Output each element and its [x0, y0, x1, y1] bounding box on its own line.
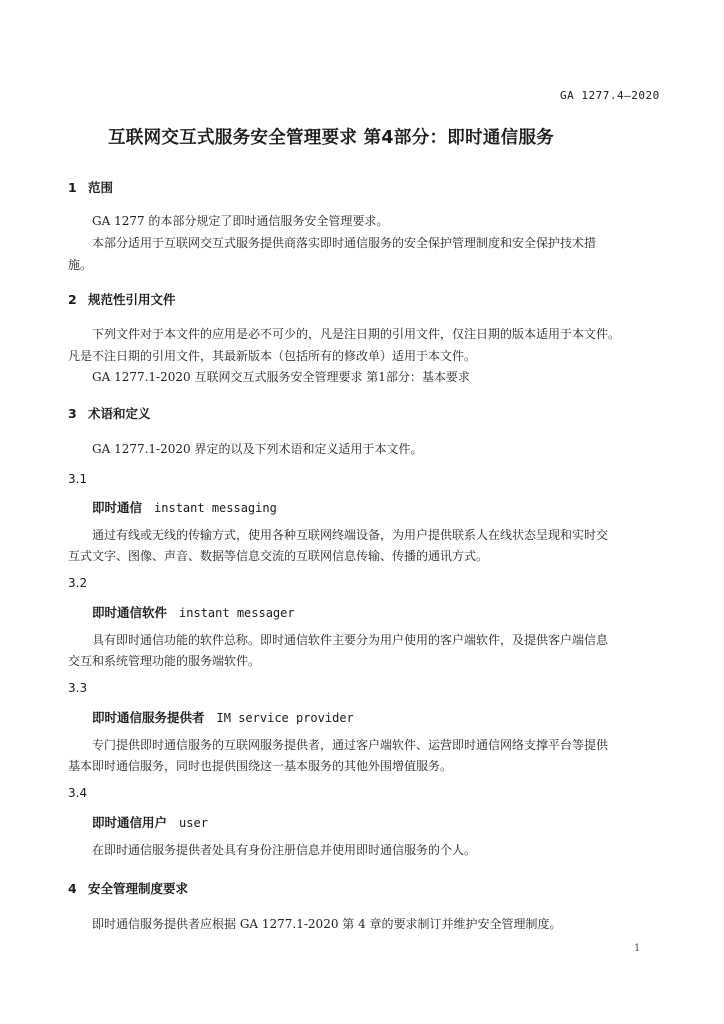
- section-title: 规范性引用文件: [88, 292, 176, 307]
- normative-reference: GA 1277.1-2020 互联网交互式服务安全管理要求 第1部分：基本要求: [92, 370, 470, 384]
- paragraph: 本部分适用于互联网交互式服务提供商落实即时通信服务的安全保护管理制度和安全保护技术措: [92, 236, 597, 250]
- term-definition: 通过有线或无线的传输方式，使用各种互联网终端设备，为用户提供联系人在线状态呈现和实时交: [92, 528, 609, 542]
- section-number: 2: [68, 292, 77, 307]
- term-definition: 在即时通信服务提供者处具有身份注册信息并使用即时通信服务的个人。: [92, 843, 477, 857]
- section-number: 1: [68, 180, 77, 195]
- term-definition-continuation: 交互和系统管理功能的服务端软件。: [68, 654, 261, 668]
- standard-number-header: GA 1277.4—2020: [560, 89, 660, 102]
- section-title: 安全管理制度要求: [88, 881, 189, 896]
- page-number: 1: [634, 943, 641, 954]
- paragraph: 下列文件对于本文件的应用是必不可少的，凡是注日期的引用文件，仅注日期的版本适用于本文件。: [92, 327, 621, 341]
- term-heading: [92, 498, 277, 516]
- page-title: 互联网交互式服务安全管理要求 第4部分：即时通信服务: [108, 128, 555, 148]
- term-definition-continuation: 互式文字、图像、声音、数据等信息交流的互联网信息传输、传播的通讯方式。: [68, 549, 489, 563]
- term-zh: 即时通信: [92, 500, 143, 515]
- term-zh: 即时通信软件: [92, 605, 168, 620]
- section-number: 3: [68, 406, 77, 421]
- section-4-heading: [68, 879, 188, 897]
- term-en: instant messager: [179, 606, 295, 620]
- section-1-heading: [68, 178, 113, 196]
- paragraph: GA 1277.1-2020 界定的以及下列术语和定义适用于本文件。: [92, 442, 423, 456]
- section-3-heading: [68, 404, 151, 422]
- term-zh: 即时通信用户: [92, 815, 168, 830]
- section-title: 范围: [88, 180, 114, 195]
- term-definition-continuation: 基本即时通信服务，同时也提供围绕这一基本服务的其他外围增值服务。: [68, 759, 453, 773]
- term-heading: [92, 708, 354, 726]
- paragraph: 即时通信服务提供者应根据 GA 1277.1-2020 第 4 章的要求制订并维护安全管理制度。: [92, 917, 562, 931]
- term-definition: 专门提供即时通信服务的互联网服务提供者，通过客户端软件、运营即时通信网络支撑平台等提供: [92, 738, 609, 752]
- term-zh: 即时通信服务提供者: [92, 710, 205, 725]
- paragraph-continuation: 施。: [68, 258, 93, 272]
- paragraph: GA 1277 的本部分规定了即时通信服务安全管理要求。: [92, 214, 389, 228]
- paragraph-continuation: 凡是不注日期的引用文件，其最新版本（包括所有的修改单）适用于本文件。: [68, 349, 477, 363]
- term-en: IM service provider: [216, 711, 354, 725]
- term-en: instant messaging: [154, 501, 277, 515]
- section-number: 4: [68, 881, 77, 896]
- term-heading: [92, 603, 295, 621]
- section-2-heading: [68, 290, 176, 308]
- term-number: 3.4: [68, 786, 88, 800]
- section-title: 术语和定义: [88, 406, 151, 421]
- term-number: 3.2: [68, 576, 88, 590]
- term-number: 3.1: [68, 472, 88, 486]
- term-heading: [92, 813, 208, 831]
- term-number: 3.3: [68, 681, 88, 695]
- term-definition: 具有即时通信功能的软件总称。即时通信软件主要分为用户使用的客户端软件，及提供客户端信息: [92, 633, 609, 647]
- term-en: user: [179, 816, 208, 830]
